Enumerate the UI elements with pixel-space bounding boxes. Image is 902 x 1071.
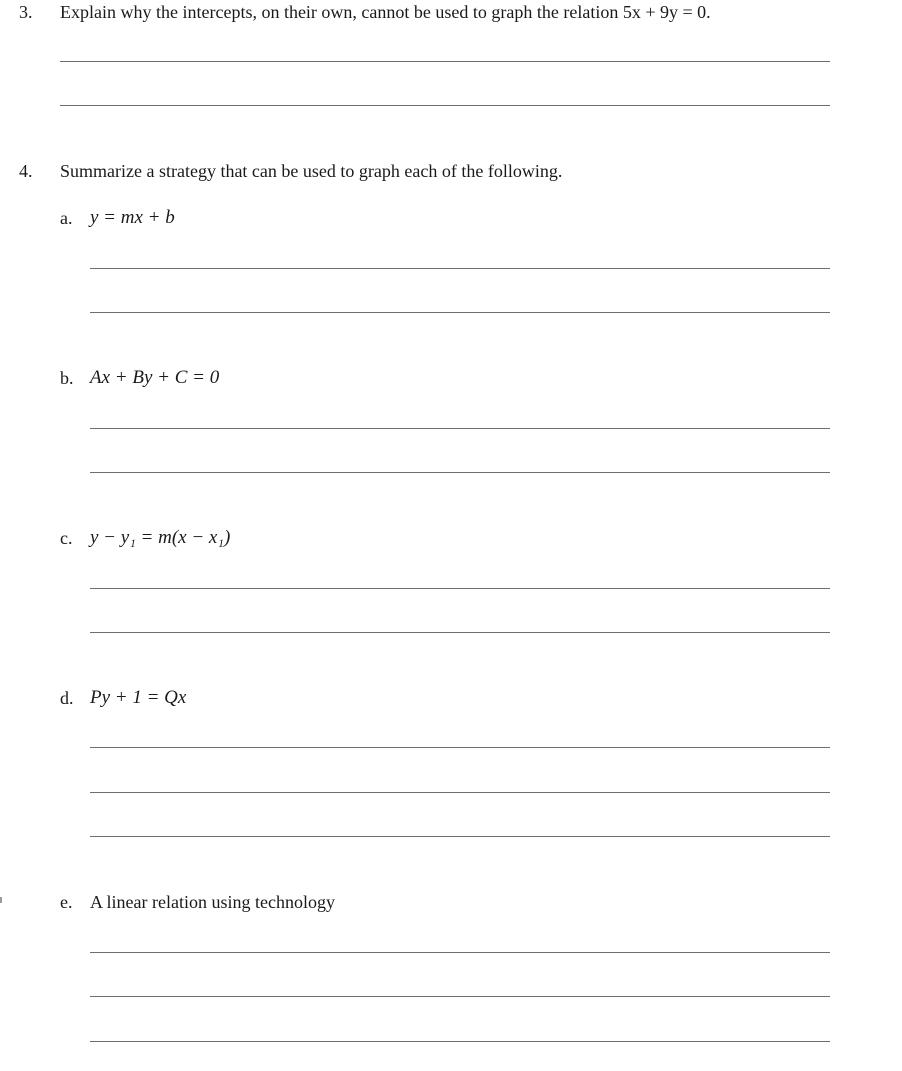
part-b-expression: Ax + By + C = 0 [90,367,220,388]
part-d-answer-line-2[interactable] [90,792,830,793]
part-d-expression: Py + 1 = Qx [90,687,187,708]
part-c-answer-line-2[interactable] [90,632,830,633]
part-a-expression: y = mx + b [90,207,175,228]
part-e-text: A linear relation using technology [90,892,335,912]
part-a-answer-line-2[interactable] [90,312,830,313]
question-3-answer-line-1[interactable] [60,61,830,62]
part-e-answer-line-3[interactable] [90,1041,830,1042]
part-d-answer-line-1[interactable] [90,747,830,748]
part-e-answer-line-1[interactable] [90,952,830,953]
part-a-label: a. [60,208,73,228]
part-c-answer-line-1[interactable] [90,588,830,589]
question-3-number: 3. [19,2,33,22]
part-b-answer-line-1[interactable] [90,428,830,429]
part-c-label: c. [60,528,73,548]
question-4-text: Summarize a strategy that can be used to graph each of the following. [60,161,563,181]
part-b-label: b. [60,368,74,388]
margin-mark [0,897,2,903]
part-b-answer-line-2[interactable] [90,472,830,473]
part-e-label: e. [60,892,73,912]
question-4-number: 4. [19,161,33,181]
question-3-text: Explain why the intercepts, on their own, cannot be used to graph the relation 5x + 9y = 0. [60,2,711,22]
question-3-answer-line-2[interactable] [60,105,830,106]
part-c-expression: y − y₁ = m(x − x₁) [90,527,231,548]
part-e-answer-line-2[interactable] [90,996,830,997]
part-a-answer-line-1[interactable] [90,268,830,269]
part-d-answer-line-3[interactable] [90,836,830,837]
part-d-label: d. [60,688,74,708]
